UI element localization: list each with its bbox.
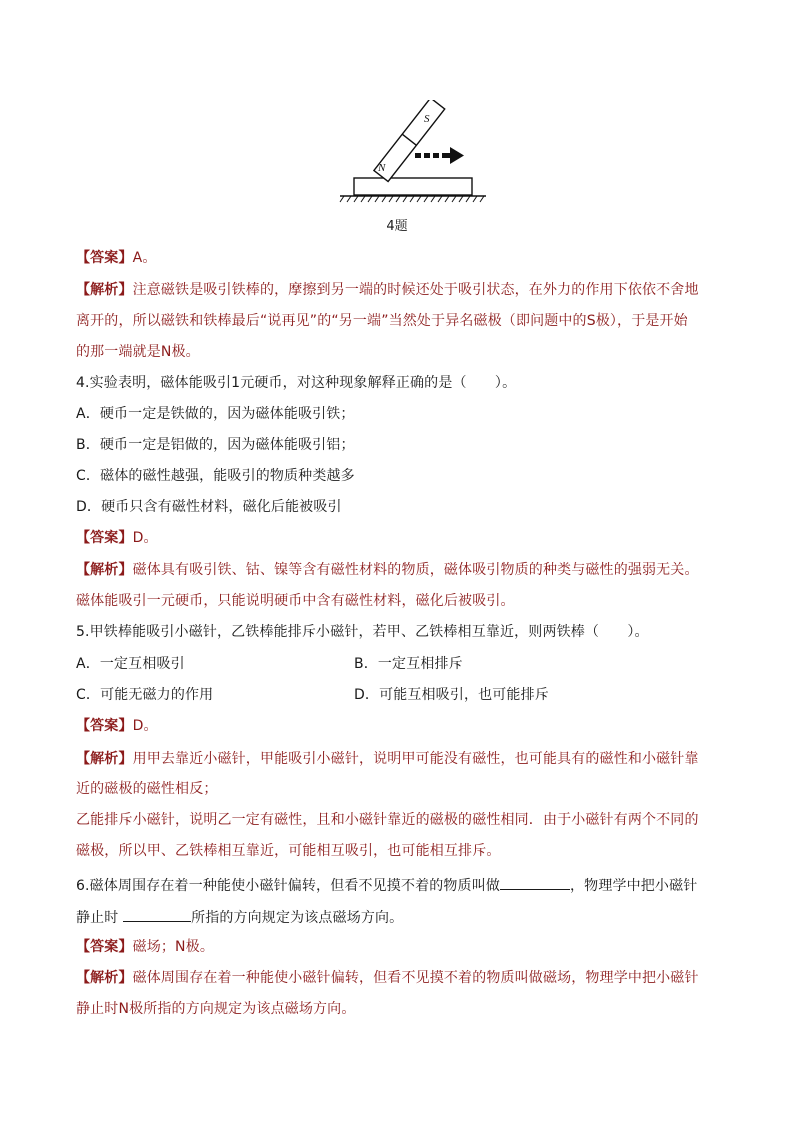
q4-answer — [76, 528, 158, 548]
answer-tag: 【答案】 — [76, 250, 133, 266]
q6-analysis-line1: 磁体周围存在着一种能使小磁针偏转，但看不见摸不着的物质叫做磁场，物理学中把小磁针 — [132, 970, 699, 986]
q6-stem-line2-part1: 静止时 — [76, 910, 124, 926]
q6-blank-2[interactable] — [123, 906, 191, 922]
answer-tag: 【答案】 — [76, 530, 133, 546]
q3-analysis — [76, 280, 699, 300]
q6-answer-text: 磁场；N极。 — [132, 939, 214, 955]
q3-answer-text: A。 — [132, 250, 157, 266]
q6-stem-part2: ，物理学中把小磁针 — [570, 878, 698, 894]
q3-analysis-line2: 离开的，所以磁铁和铁棒最后“说再见”的“另一端”当然处于异名磁极（即问题中的S极），于是开始 — [76, 313, 688, 329]
q4-analysis — [76, 560, 699, 580]
q5-stem: 5.甲铁棒能吸引小磁针，乙铁棒能排斥小磁针，若甲、乙铁棒相互靠近，则两铁棒（ ）。 — [76, 624, 649, 640]
q4-stem: 4.实验表明，磁体能吸引1元硬币，对这种现象解释正确的是（ ）。 — [76, 375, 517, 391]
q5-option-b: B．一定互相排斥 — [354, 656, 463, 672]
motion-arrow — [415, 147, 464, 164]
q5-options-row1 — [76, 654, 716, 674]
q6-stem-part1: 6.磁体周围存在着一种能使小磁针偏转，但看不见摸不着的物质叫做 — [76, 878, 501, 894]
q4-analysis-line2: 磁体能吸引一元硬币，只能说明硬币中含有磁性材料，磁化后被吸引。 — [76, 593, 515, 609]
q4-option-c: C．磁体的磁性越强，能吸引的物质种类越多 — [76, 468, 355, 484]
q3-analysis-line1: 注意磁铁是吸引铁棒的，摩擦到另一端的时候还处于吸引状态，在外力的作用下依依不舍地 — [132, 282, 699, 298]
q6-analysis — [76, 968, 699, 988]
block — [354, 178, 472, 195]
analysis-tag: 【解析】 — [76, 562, 133, 578]
magnet-label-s: S — [424, 113, 430, 125]
analysis-tag: 【解析】 — [76, 282, 133, 298]
q5-analysis-line2: 近的磁极的磁性相反； — [76, 781, 218, 797]
q4-option-d: D．硬币只含有磁性材料，磁化后能被吸引 — [76, 499, 342, 515]
q5-analysis-line1: 用甲去靠近小磁针，甲能吸引小磁针，说明甲可能没有磁性，也可能具有的磁性和小磁针靠 — [132, 751, 699, 767]
q4-analysis-line1: 磁体具有吸引铁、钴、镍等含有磁性材料的物质，磁体吸引物质的种类与磁性的强弱无关。 — [132, 562, 699, 578]
q3-analysis-line3: 的那一端就是N极。 — [76, 344, 200, 360]
answer-tag: 【答案】 — [76, 939, 133, 955]
analysis-tag: 【解析】 — [76, 970, 133, 986]
figure-caption: 4题 — [386, 219, 408, 234]
q5-option-c: C．可能无磁力的作用 — [76, 687, 214, 703]
q6-analysis-line2: 静止时N极所指的方向规定为该点磁场方向。 — [76, 1001, 356, 1017]
q5-analysis-line4: 磁极，所以甲、乙铁棒相互靠近，可能相互吸引，也可能相互排斥。 — [76, 843, 501, 859]
q5-option-d: D．可能互相吸引，也可能排斥 — [354, 687, 549, 703]
magnet-label-n: N — [378, 162, 386, 174]
q6-blank-1[interactable] — [500, 874, 570, 890]
q5-option-a: A．一定互相吸引 — [76, 656, 185, 672]
q6-stem-line2-part2: 所指的方向规定为该点磁场方向。 — [191, 910, 404, 926]
ground-hatch — [340, 196, 484, 202]
q5-analysis — [76, 749, 699, 769]
q5-options-row2 — [76, 685, 716, 705]
q3-answer — [76, 248, 157, 268]
q4-option-a: A．硬币一定是铁做的，因为磁体能吸引铁； — [76, 406, 355, 422]
magnet-diagram — [336, 100, 496, 206]
answer-tag: 【答案】 — [76, 718, 133, 734]
q4-option-b: B．硬币一定是铝做的，因为磁体能吸引铝； — [76, 437, 355, 453]
q5-answer-text: D。 — [132, 718, 158, 734]
q6-stem-line2 — [76, 906, 403, 928]
q5-answer — [76, 716, 158, 736]
q6-stem-line1 — [76, 874, 697, 896]
q4-answer-text: D。 — [132, 530, 158, 546]
analysis-tag: 【解析】 — [76, 751, 133, 767]
q6-answer — [76, 937, 214, 957]
q5-analysis-line3: 乙能排斥小磁针，说明乙一定有磁性，且和小磁针靠近的磁极的磁性相同．由于小磁针有两个不同的 — [76, 812, 699, 828]
